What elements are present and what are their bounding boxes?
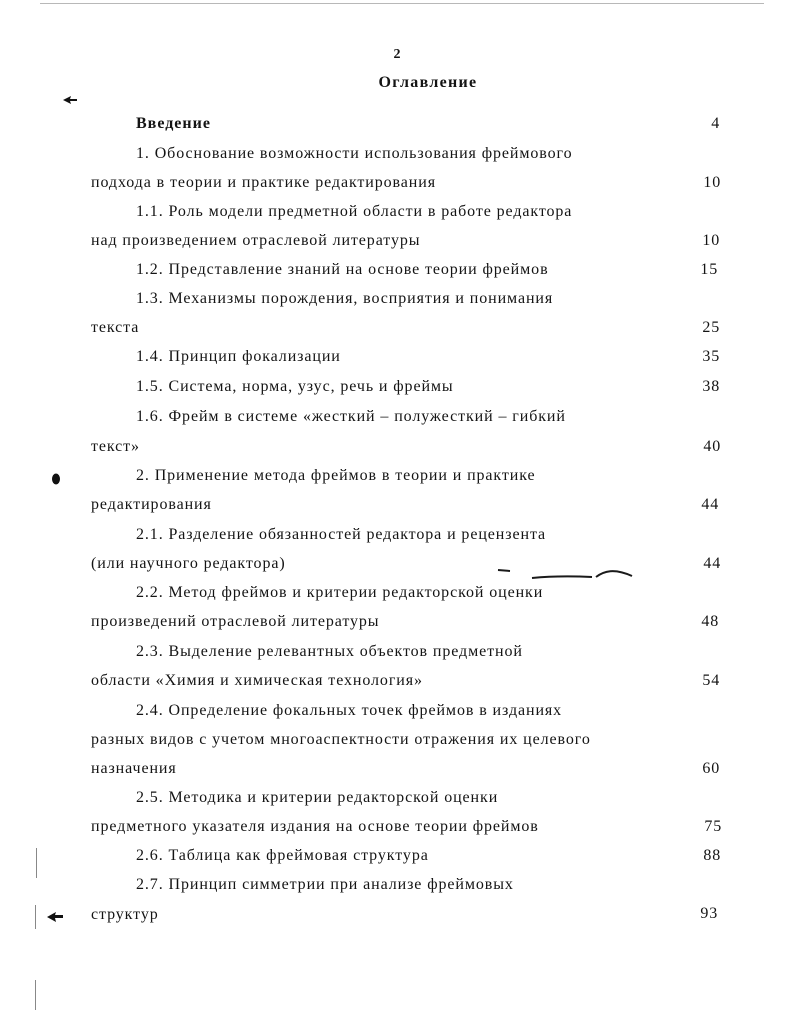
toc-page-1-1: 10 — [702, 232, 720, 249]
toc-entry-ch2: 2. Применение метода фреймов в теории и практике — [136, 467, 536, 484]
toc-page-1-6: 40 — [703, 438, 721, 455]
toc-page-ch2: 44 — [701, 496, 719, 513]
toc-page-2-7: 93 — [700, 905, 718, 922]
toc-entry-2-3: 2.3. Выделение релевантных объектов предметной — [136, 643, 523, 660]
margin-arrow-icon — [62, 94, 78, 106]
toc-page-1-5: 38 — [702, 378, 720, 395]
toc-entry-ch1-cont: подхода в теории и практике редактирования — [91, 174, 436, 191]
margin-arrow-icon — [46, 910, 64, 924]
toc-entry-2-7-cont: структур — [91, 906, 159, 923]
toc-entry-2-2-cont: произведений отраслевой литературы — [91, 613, 380, 630]
toc-entry-2-4-cont: разных видов с учетом многоаспектности отражения их целевого — [91, 731, 591, 748]
toc-entry-1-4: 1.4. Принцип фокализации — [136, 348, 341, 365]
toc-entry-1-3-cont: текста — [91, 319, 140, 336]
toc-entry-1-5: 1.5. Система, норма, узус, речь и фреймы — [136, 378, 454, 395]
margin-dot-icon — [50, 472, 62, 486]
toc-entry-2-7: 2.7. Принцип симметрии при анализе фреймовых — [136, 876, 514, 893]
toc-entry-2-3-cont: области «Химия и химическая технология» — [91, 672, 423, 689]
toc-entry-1-1-cont: над произведением отраслевой литературы — [91, 232, 421, 249]
toc-page-2-5: 75 — [704, 818, 722, 835]
toc-entry-intro: Введение — [136, 115, 211, 132]
toc-entry-2-4: 2.4. Определение фокальных точек фреймов в изданиях — [136, 702, 563, 719]
page-number: 2 — [393, 47, 401, 62]
top-rule — [40, 3, 764, 4]
scan-artifact-line — [35, 905, 36, 929]
toc-entry-1-2: 1.2. Представление знаний на основе теории фреймов — [136, 261, 549, 278]
scan-artifact-line — [35, 980, 36, 1010]
toc-entry-2-5: 2.5. Методика и критерии редакторской оценки — [136, 789, 499, 806]
toc-page-2-2: 48 — [701, 613, 719, 630]
toc-page-2-6: 88 — [703, 847, 721, 864]
toc-entry-1-1: 1.1. Роль модели предметной области в работе редактора — [136, 203, 573, 220]
toc-entry-2-5-cont: предметного указателя издания на основе теории фреймов — [91, 818, 539, 835]
toc-entry-2-1-cont: (или научного редактора) — [91, 555, 286, 572]
toc-title: Оглавление — [378, 74, 478, 91]
toc-entry-1-3: 1.3. Механизмы порождения, восприятия и понимания — [136, 290, 554, 307]
toc-page-2-4: 60 — [702, 760, 720, 777]
toc-page-1-4: 35 — [702, 348, 720, 365]
toc-page-2-1: 44 — [703, 555, 721, 572]
toc-page-1-3: 25 — [702, 319, 720, 336]
toc-entry-1-6-cont: текст» — [91, 438, 140, 455]
scan-artifact-line — [36, 848, 37, 878]
toc-entry-1-6: 1.6. Фрейм в системе «жесткий – полужесткий – гибкий — [136, 408, 566, 425]
toc-entry-ch1: 1. Обоснование возможности использования фреймового — [136, 145, 573, 162]
toc-entry-ch2-cont: редактирования — [91, 496, 212, 513]
toc-entry-2-2: 2.2. Метод фреймов и критерии редакторской оценки — [136, 584, 544, 601]
toc-entry-2-4-cont2: назначения — [91, 760, 177, 777]
toc-page-intro: 4 — [711, 115, 720, 132]
toc-page-ch1: 10 — [703, 174, 721, 191]
toc-entry-2-6: 2.6. Таблица как фреймовая структура — [136, 847, 429, 864]
toc-entry-2-1: 2.1. Разделение обязанностей редактора и рецензента — [136, 526, 547, 543]
toc-page-1-2: 15 — [700, 261, 718, 278]
toc-page-2-3: 54 — [702, 672, 720, 689]
